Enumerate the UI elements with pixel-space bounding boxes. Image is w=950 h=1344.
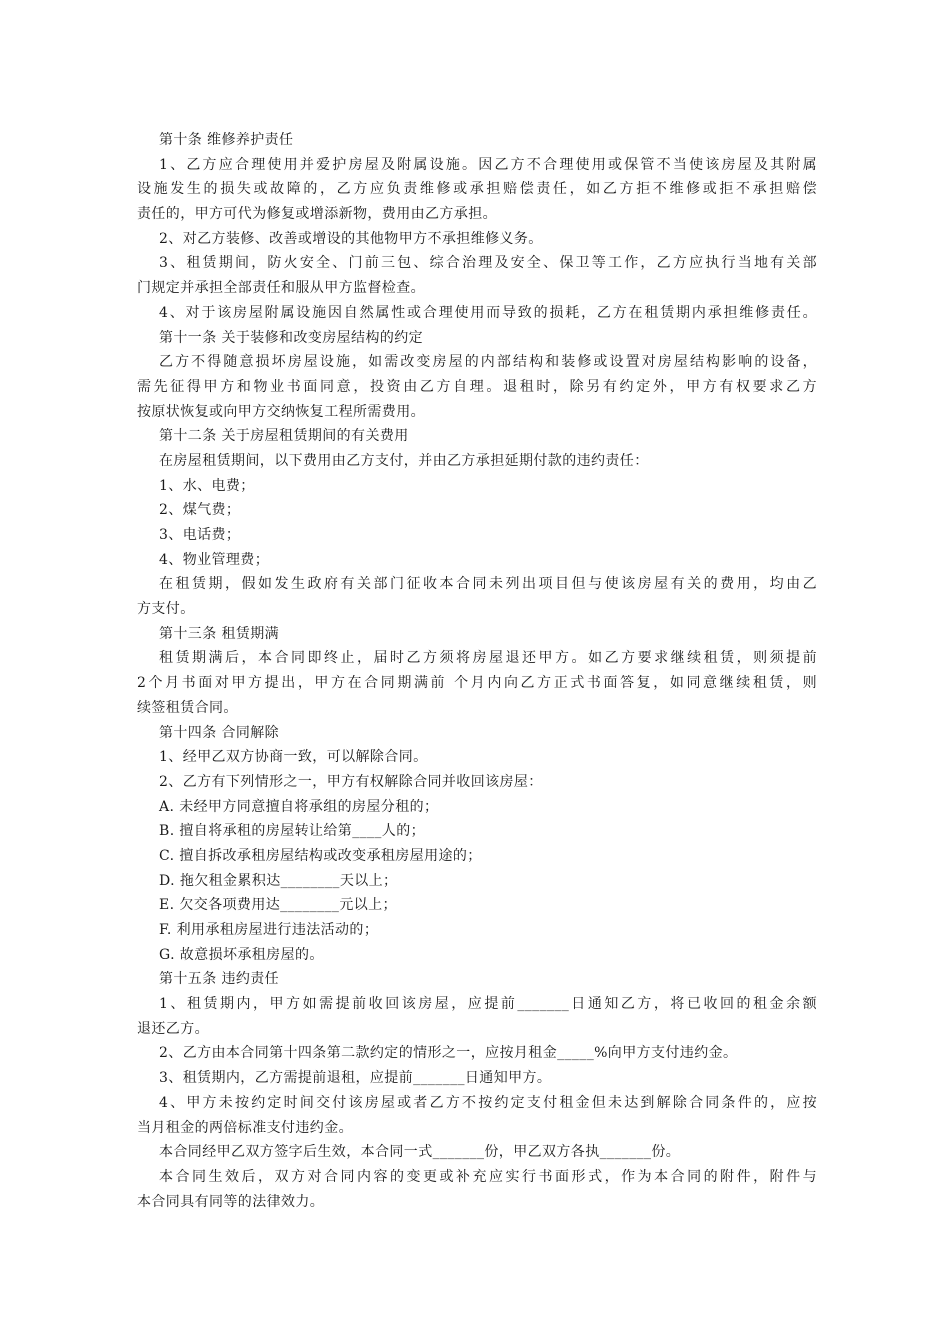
text-line: 1、水、电费； [159,477,255,494]
text-line: 1、租赁期内，甲方如需提前收回该房屋，应提前_______日通知乙方，将已收回的租金余额 [159,996,817,1013]
text-line: 2、煤气费； [159,502,241,519]
text-line: 门规定并承担全部责任和服从甲方监督检查。 [137,280,425,297]
text-line: 4、对于该房屋附属设施因自然属性或合理使用而导致的损耗，乙方在租赁期内承担维修责任。 [159,304,817,321]
text-line: 4、物业管理费； [159,551,270,568]
text-line: 续签租赁合同。 [137,699,238,716]
text-line: C. 擅自拆改承租房屋结构或改变承租房屋用途的； [159,847,482,864]
text-line: 3、租赁期内，乙方需提前退租，应提前_______日通知甲方。 [159,1070,552,1087]
text-line: 1、乙方应合理使用并爱护房屋及附属设施。因乙方不合理使用或保管不当使该房屋及其附属 [159,156,817,173]
text-line: 2、乙方由本合同第十四条第二款约定的情形之一，应按月租金_____%向甲方支付违约金。 [159,1045,738,1062]
text-line: 本合同生效后，双方对合同内容的变更或补充应实行书面形式，作为本合同的附件，附件与 [159,1168,817,1185]
text-line: D. 拖欠租金累积达________天以上； [159,872,398,889]
text-line: F. 利用承租房屋进行违法活动的； [159,922,379,938]
text-line: B. 擅自将承租的房屋转让给第____人的； [159,823,425,840]
text-line: 3、电话费； [159,527,241,543]
text-line: 设施发生的损失或故障的，乙方应负责维修或承担赔偿责任，如乙方拒不维修或拒不承担赔偿 [137,181,817,198]
text-line: 需先征得甲方和物业书面同意，投资由乙方自理。退租时，除另有约定外，甲方有权要求乙方 [137,378,817,395]
text-line: 4、甲方未按约定时间交付该房屋或者乙方不按约定支付租金但未达到解除合同条件的，应按 [159,1094,817,1111]
text-line: 当月租金的两倍标准支付违约金。 [137,1119,353,1136]
text-line: 在房屋租赁期间，以下费用由乙方支付，并由乙方承担延期付款的违约责任： [159,452,649,469]
text-line: E. 欠交各项费用达________元以上； [159,897,397,914]
text-line: 乙方不得随意损坏房屋设施，如需改变房屋的内部结构和装修或设置对房屋结构影响的设备， [159,354,817,371]
text-line: 第十一条 关于装修和改变房屋结构的约定 [159,329,424,346]
text-line: 在租赁期，假如发生政府有关部门征收本合同未列出项目但与使该房屋有关的费用，均由乙 [159,576,817,593]
text-line: 退还乙方。 [137,1020,209,1037]
text-line: 3、租赁期间，防火安全、门前三包、综合治理及安全、保卫等工作，乙方应执行当地有关部 [159,255,817,272]
text-line: 第十三条 租赁期满 [159,625,280,642]
text-line: G. 故意损坏承租房屋的。 [159,946,324,963]
text-line: 第十五条 违约责任 [159,971,280,988]
text-line: 方支付。 [137,601,195,618]
text-line: 2、对乙方装修、改善或增设的其他物甲方不承担维修义务。 [159,230,543,247]
text-line: A. 未经甲方同意擅自将承组的房屋分租的； [159,798,439,815]
text-line: 第十条 维修养护责任 [159,132,294,148]
contract-body [137,128,817,1214]
text-line: 第十四条 合同解除 [159,724,280,741]
text-line: 2个月书面对甲方提出，甲方在合同期满前 个月内向乙方正式书面答复，如同意继续租赁，则 [137,675,817,692]
text-line: 本合同经甲乙双方签字后生效，本合同一式_______份，甲乙双方各执_______份。 [159,1144,681,1161]
text-line: 1、经甲乙双方协商一致，可以解除合同。 [159,749,428,766]
text-line: 按原状恢复或向甲方交纳恢复工程所需费用。 [137,403,425,420]
text-line: 2、乙方有下列情形之一，甲方有权解除合同并收回该房屋： [159,773,543,790]
text-line: 第十二条 关于房屋租赁期间的有关费用 [159,428,409,445]
text-line: 本合同具有同等的法律效力。 [137,1193,325,1210]
text-line: 责任的，甲方可代为修复或增添新物，费用由乙方承担。 [137,206,497,223]
text-line: 租赁期满后，本合同即终止，届时乙方须将房屋退还甲方。如乙方要求继续租赁，则须提前 [159,650,817,667]
